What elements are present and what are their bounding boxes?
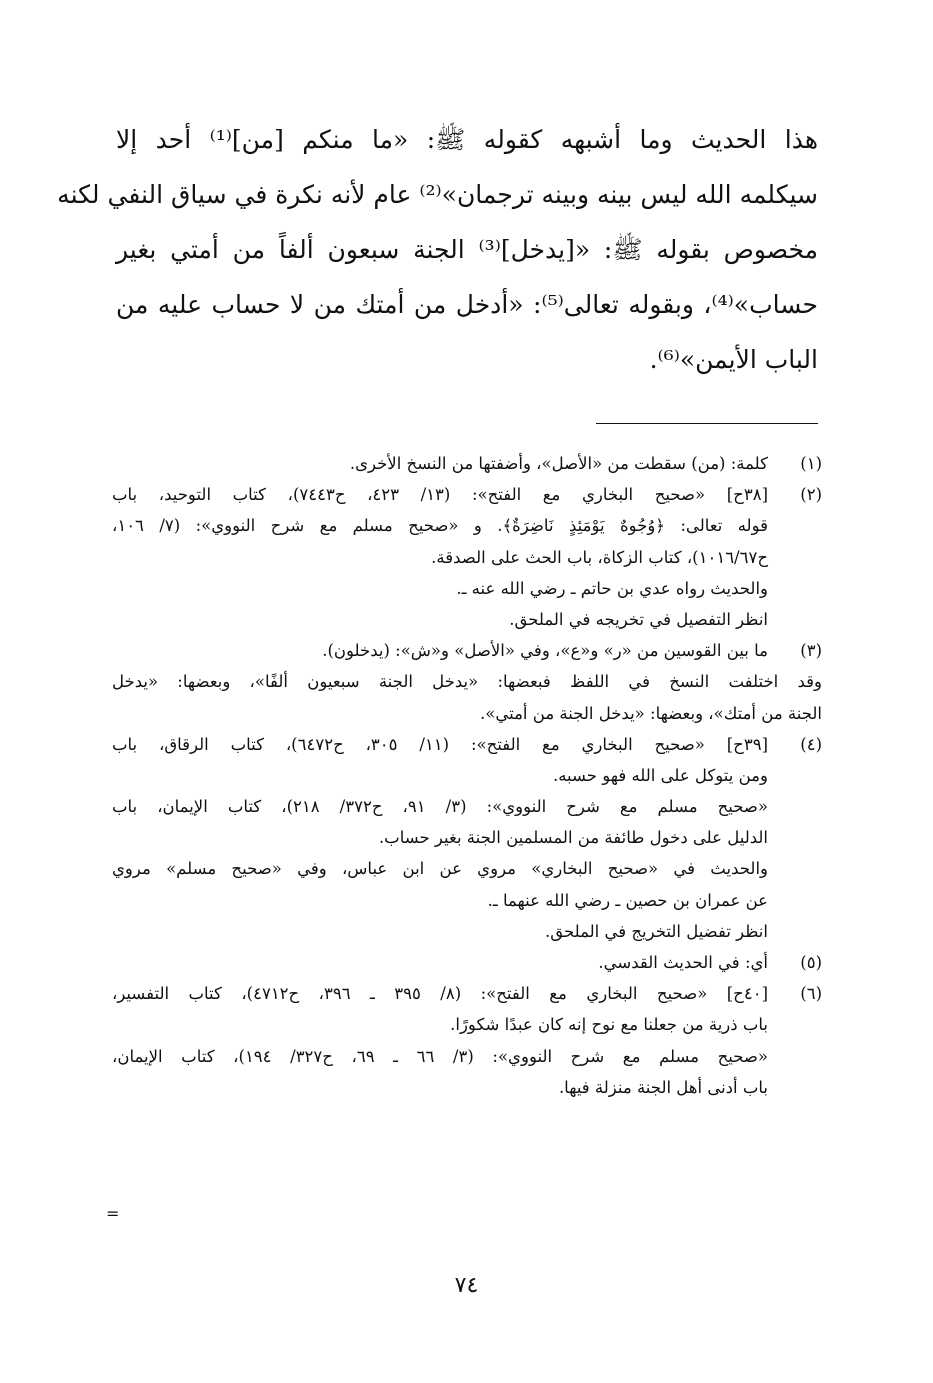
footnote-line: الدليل على دخول طائفة من المسلمين الجنة بغير حساب. xyxy=(378,828,768,848)
continuation-mark: = xyxy=(106,1204,120,1223)
footnote-1 xyxy=(112,448,822,479)
main-text-line: الباب الأيمن»⁽⁶⁾. xyxy=(649,345,818,374)
footnote-line: انظر التفصيل في تخريجه في الملحق. xyxy=(509,609,768,629)
footnote-line: قوله تعالى: ﴿وُجُوهٌ يَوْمَئِذٍ نَاضِرَةٌ﴾. و «صحيح مسلم مع شرح النووي»: (٧/ ١٠٦، xyxy=(112,516,768,536)
footnote-separator-rule xyxy=(596,423,818,424)
page-number: ٧٤ xyxy=(454,1273,479,1298)
footnote-number: (٢) xyxy=(800,485,822,505)
footnote-line: الجنة من أمتك»، وبعضها: «يدخل الجنة من أمتي». xyxy=(480,703,822,723)
footnote-number: (٦) xyxy=(800,984,822,1004)
footnote-line: انظر تفضيل التخريج في الملحق. xyxy=(544,921,768,941)
footnote-line: ومن يتوكل على الله فهو حسبه. xyxy=(552,765,768,785)
footnote-line: كلمة: (من) سقطت من «الأصل»، وأضفتها من النسخ الأخرى. xyxy=(349,454,768,473)
footnote-line: أي: في الحديث القدسي. xyxy=(598,953,768,972)
footnote-line: وقد اختلفت النسخ في اللفظ فبعضها: «يدخل الجنة سبعيون ألفًا»، وبعضها: «يدخل xyxy=(112,672,822,692)
footnote-line: [٤٠ح] «صحيح البخاري مع الفتح»: (٨/ ٣٩٥ ـ ٣٩٦، ح٤٧١٢)، كتاب التفسير، xyxy=(112,984,768,1004)
footnote-line: ما بين القوسين من «ر» و«ع»، وفي «الأصل» و«ش»: (يدخلون). xyxy=(322,641,768,661)
footnotes-block xyxy=(112,448,822,1103)
footnote-line: «صحيح مسلم مع شرح النووي»: (٣/ ٦٦ ـ ٦٩، ح٣٢٧/ ١٩٤)، كتاب الإيمان، xyxy=(112,1046,768,1066)
footnote-number: (٣) xyxy=(800,641,822,661)
main-text-line: سيكلمه الله ليس بينه وبينه ترجمان»⁽²⁾ عام لأنه نكرة في سياق النفي لكنه xyxy=(57,180,818,209)
footnote-number: (٥) xyxy=(800,953,822,972)
footnote-line: والحديث رواه عدي بن حاتم ـ رضي الله عنه ـ. xyxy=(456,578,768,598)
main-text-block xyxy=(57,112,819,387)
footnote-6 xyxy=(112,978,822,1103)
footnote-line: والحديث في «صحيح البخاري» مروي عن ابن عباس، وفي «صحيح مسلم» مروي xyxy=(112,859,768,879)
footnote-line: ح١٠١٦/٦٧)، كتاب الزكاة، باب الحث على الصدقة. xyxy=(431,547,768,567)
main-text-line: هذا الحديث وما أشبهه كقوله ﷺ: «ما منكم [من]⁽¹⁾ أحد إلا xyxy=(116,125,818,154)
footnote-line: عن عمران بن حصين ـ رضي الله عنهما ـ. xyxy=(487,890,768,910)
footnote-2 xyxy=(112,479,822,635)
footnote-5 xyxy=(112,947,822,978)
footnote-number: (٤) xyxy=(800,734,822,754)
footnote-number: (١) xyxy=(800,454,822,473)
footnote-line: باب أدنى أهل الجنة منزلة فيها. xyxy=(558,1077,768,1097)
footnote-4 xyxy=(112,729,822,947)
footnote-line: [٣٨ح] «صحيح البخاري مع الفتح»: (١٣/ ٤٢٣، ح٧٤٤٣)، كتاب التوحيد، باب xyxy=(112,485,768,505)
footnote-line: باب ذرية من جعلنا مع نوح إنه كان عبدًا شكورًا. xyxy=(450,1015,768,1035)
footnote-3 xyxy=(112,635,822,729)
footnote-line: «صحيح مسلم مع شرح النووي»: (٣/ ٩١، ح٣٧٢/ ٢١٨)، كتاب الإيمان، باب xyxy=(112,797,768,817)
main-text-line: حساب»⁽⁴⁾، وبقوله تعالى⁽⁵⁾: «أدخل من أمتك من لا حساب عليه من xyxy=(116,290,819,319)
footnote-line: [٣٩ح] «صحيح البخاري مع الفتح»: (١١/ ٣٠٥، ح٦٤٧٢)، كتاب الرقاق، باب xyxy=(112,734,768,754)
main-text-line: مخصوص بقوله ﷺ: «[يدخل]⁽³⁾ الجنة سبعون ألفاً من أمتي بغير xyxy=(116,235,818,264)
